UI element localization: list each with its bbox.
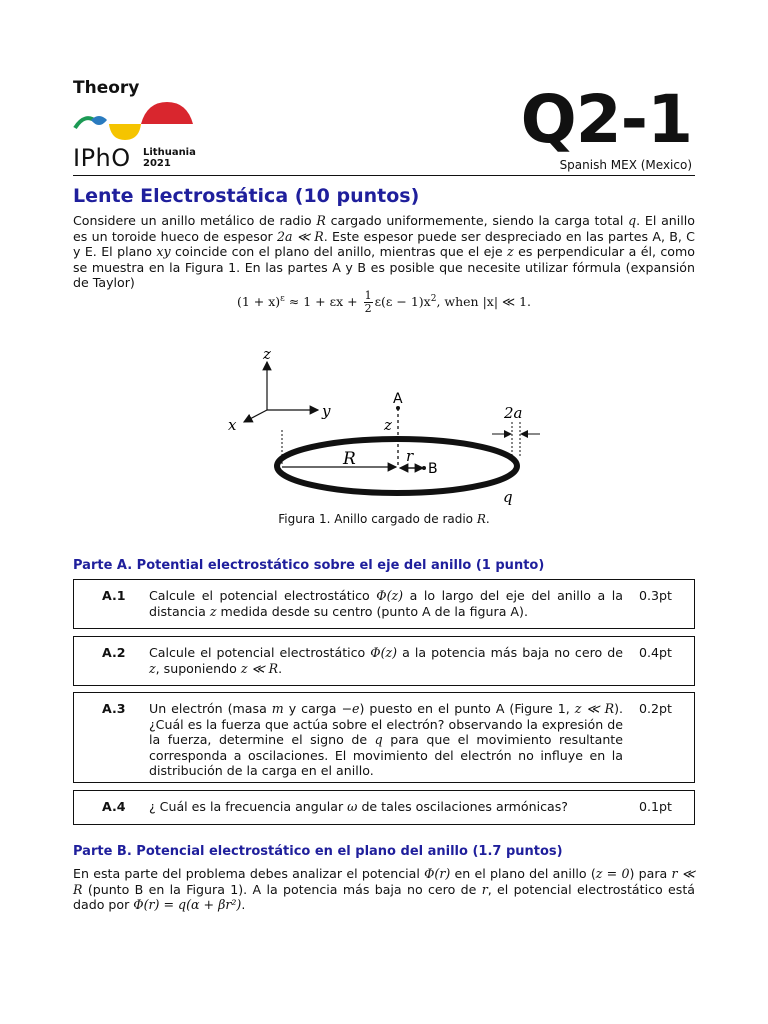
brand-name: IPhO <box>73 144 131 172</box>
point-b-label: B <box>428 461 438 477</box>
question-number: Q2-1 <box>520 81 692 158</box>
part-b-heading: Parte B. Potencial electrostático en el plano del anillo (1.7 puntos) <box>73 844 563 859</box>
section-label: Theory <box>73 78 140 98</box>
z-distance-label: z <box>384 416 392 434</box>
question-text: Calcule el potencial electrostático Φ(z) a lo largo del eje del anillo a la distancia z medida desde su centro (punto A de la figura A). <box>149 588 623 619</box>
logo-red-half <box>141 102 193 124</box>
point-b-dot <box>422 466 426 470</box>
taylor-formula: $(1 + x)^\varepsilon \approx 1 + \varepsilon x$ + $\frac{1}{2}$ $\varepsilon(\varepsilon - 1)x^2$, when |x| ≪ 1. <box>236 289 532 315</box>
axis-x-label: x <box>228 416 237 434</box>
host-country: Lithuania <box>143 147 196 158</box>
header-rule <box>73 175 695 176</box>
question-text: Un electrón (masa m y carga −e) puesto en el punto A (Figure 1, z ≪ R). ¿Cuál es la fuerza que actúa sobre el electrón? observando la expresión de la fuerza, determine el signo de q para que el movimiento resultante corresponda a oscilaciones. El movimiento del electrón no influye en la distribución de la carga en el anillo. <box>149 701 623 778</box>
small-r-label: r <box>406 447 414 465</box>
question-id: A.4 <box>102 799 126 814</box>
charge-label: q <box>503 488 513 506</box>
question-points: 0.2pt <box>639 701 672 716</box>
question-points: 0.3pt <box>639 588 672 603</box>
point-a-label: A <box>393 391 403 407</box>
radius-label: R <box>343 449 356 469</box>
question-text: Calcule el potencial electrostático Φ(z) a la potencia más baja no cero de z, suponiendo z ≪ R. <box>149 645 623 676</box>
problem-title: Lente Electrostática (10 puntos) <box>73 185 420 207</box>
question-id: A.1 <box>102 588 126 603</box>
axis-z-label: z <box>263 345 271 363</box>
part-b-paragraph: En esta parte del problema debes analizar el potencial Φ(r) en el plano del anillo (z = 0) para r ≪ R (punto B en la Figura 1). A la potencia más baja no cero de r, el potencial electrostático está dado por Φ(r) = q(α + βr²). <box>73 866 696 912</box>
intro-paragraph: Considere un anillo metálico de radio R cargado uniformemente, siendo la carga total q. El anillo es un toroide hueco de espesor 2a ≪ R. Este espesor puede ser despreciado en las partes A, B, C y E. El plano xy coincide con el plano del anillo, mientras que el eje z es perpendicular a él, como se muestra en la Figura 1. En las partes A y B es posible que necesite utilizar fórmula (expansión de Taylor) <box>73 213 695 290</box>
question-a4 <box>73 790 695 825</box>
question-id: A.2 <box>102 645 126 660</box>
logo-yellow-shape <box>109 124 141 140</box>
question-a2 <box>73 636 695 686</box>
figure-caption: Figura 1. Anillo cargado de radio R. <box>278 512 490 526</box>
ring-figure <box>0 340 768 520</box>
x-axis <box>244 410 267 422</box>
question-a3 <box>73 692 695 783</box>
language-label: Spanish MEX (Mexico) <box>559 158 692 172</box>
axis-y-label: y <box>322 402 331 420</box>
charged-ring <box>277 439 517 493</box>
thickness-label: 2a <box>504 404 523 422</box>
question-points: 0.4pt <box>639 645 672 660</box>
question-points: 0.1pt <box>639 799 672 814</box>
host-year: 2021 <box>143 158 171 169</box>
part-a-heading: Parte A. Potential electrostático sobre el eje del anillo (1 punto) <box>73 558 545 573</box>
question-text: ¿ Cuál es la frecuencia angular ω de tales oscilaciones armónicas? <box>149 799 568 814</box>
host-label <box>143 147 196 169</box>
question-id: A.3 <box>102 701 126 716</box>
question-a1 <box>73 579 695 629</box>
